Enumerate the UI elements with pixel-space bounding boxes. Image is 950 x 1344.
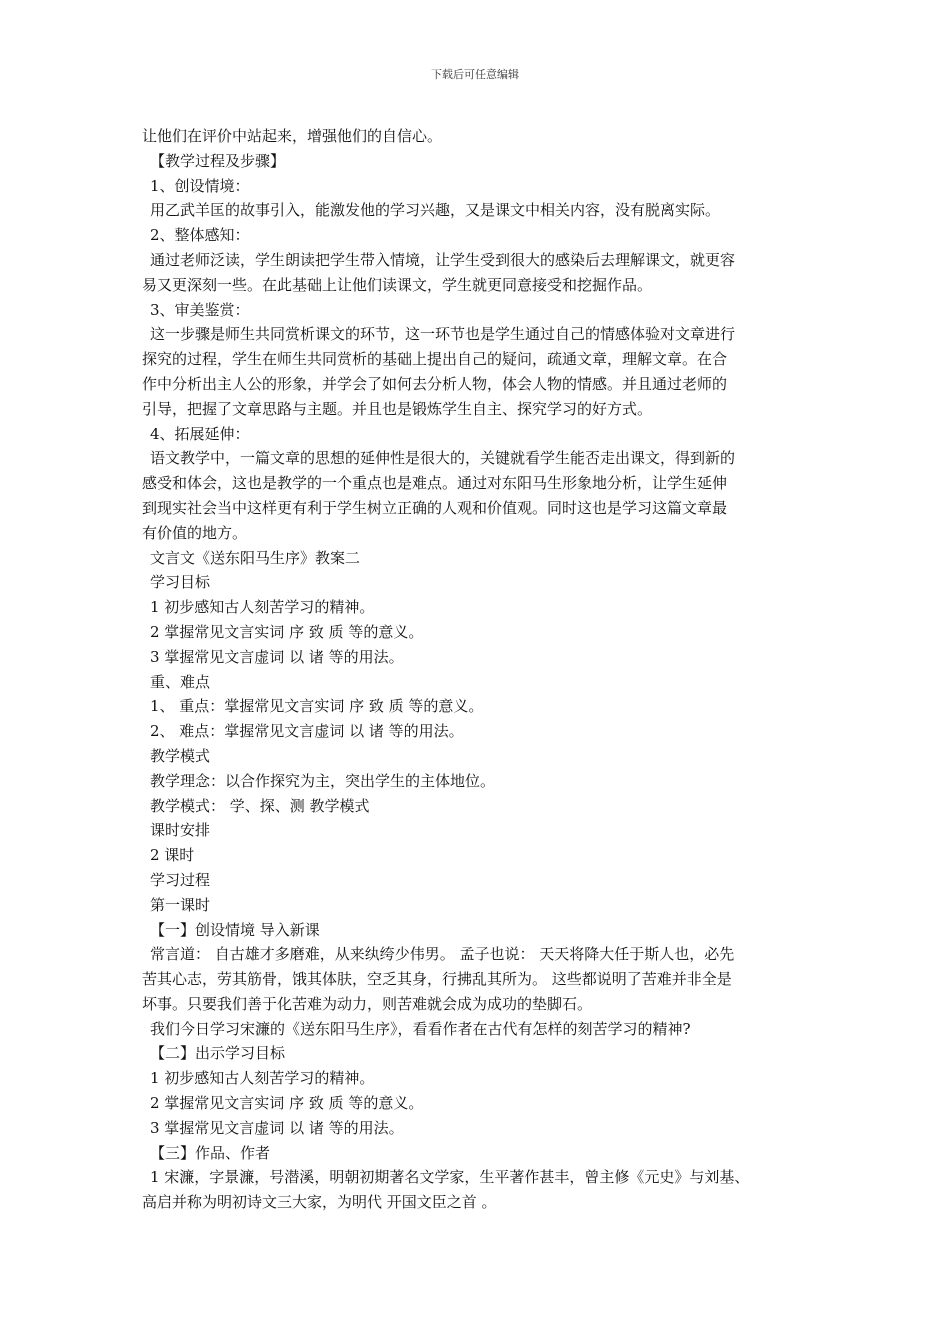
text-line: 1 初步感知古人刻苦学习的精神。 — [150, 1069, 375, 1088]
text-line: 2 课时 — [150, 846, 195, 865]
text-line: 作中分析出主人公的形象，并学会了如何去分析人物，体会人物的情感。并且通过老师的 — [142, 374, 728, 393]
text-line: 2、整体感知： — [150, 226, 250, 245]
text-line: 2 掌握常见文言实词 序 致 质 等的意义。 — [150, 1094, 424, 1113]
text-line: 1、创设情境： — [150, 176, 250, 195]
text-line: 【三】作品、作者 — [150, 1143, 271, 1162]
text-line: 感受和体会，这也是教学的一个重点也是难点。通过对东阳马生形象地分析，让学生延伸 — [142, 474, 728, 493]
text-line: 探究的过程，学生在师生共同赏析的基础上提出自己的疑问，疏通文章，理解文章。在合 — [142, 350, 728, 369]
text-line: 教学模式： 学、探、测 教学模式 — [150, 796, 370, 815]
text-line: 这一步骤是师生共同赏析课文的环节，这一环节也是学生通过自己的情感体验对文章进行 — [150, 325, 736, 344]
text-line: 苦其心志，劳其筋骨，饿其体肤，空乏其身，行拂乱其所为。 这些都说明了苦难并非全是 — [142, 970, 732, 989]
text-line: 文言文《送东阳马生序》教案二 — [150, 548, 361, 567]
text-line: 教学模式 — [150, 746, 211, 765]
text-line: 引导，把握了文章思路与主题。并且也是锻炼学生自主、探究学习的好方式。 — [142, 399, 653, 418]
text-line: 重、难点 — [150, 672, 211, 691]
text-line: 语文教学中，一篇文章的思想的延伸性是很大的，关键就看学生能否走出课文，得到新的 — [150, 449, 736, 468]
text-line: 让他们在评价中站起来，增强他们的自信心。 — [142, 127, 443, 145]
text-line: 2 掌握常见文言实词 序 致 质 等的意义。 — [150, 622, 424, 641]
text-line: 通过老师泛读，学生朗读把学生带入情境，让学生受到很大的感染后去理解课文，就更容 — [150, 250, 736, 269]
text-line: 用乙武羊匡的故事引入，能激发他的学习兴趣，又是课文中相关内容，没有脱离实际。 — [150, 201, 721, 220]
page-header: 下载后可任意编辑 — [431, 68, 519, 81]
text-line: 1、 重点：掌握常见文言实词 序 致 质 等的意义。 — [150, 697, 484, 716]
text-line: 4、拓展延伸： — [150, 424, 250, 443]
text-line: 学习过程 — [150, 870, 211, 889]
text-line: 3 掌握常见文言虚词 以 诸 等的用法。 — [150, 647, 404, 666]
text-line: 高启并称为明初诗文三大家，为明代 开国文臣之首 。 — [142, 1193, 497, 1212]
text-line: 1 宋濂，字景濂，号潜溪，明朝初期著名文学家，生平著作甚丰，曾主修《元史》与刘基、 — [150, 1168, 750, 1187]
text-line: 常言道： 自古雄才多磨难，从来纨绔少伟男。 孟子也说： 天天将降大任于斯人也，必先 — [150, 945, 735, 964]
text-line: 学习目标 — [150, 573, 211, 592]
text-line: 我们今日学习宋濂的《送东阳马生序》，看看作者在古代有怎样的刻苦学习的精神? — [150, 1019, 691, 1038]
text-line: 有价值的地方。 — [142, 523, 248, 542]
text-line: 【一】创设情境 导入新课 — [150, 920, 320, 939]
text-line: 1 初步感知古人刻苦学习的精神。 — [150, 598, 375, 617]
document-body — [142, 124, 814, 1215]
text-line: 【教学过程及步骤】 — [150, 151, 286, 170]
text-line: 【二】出示学习目标 — [150, 1044, 286, 1063]
text-line: 易又更深刻一些。在此基础上让他们读课文，学生就更同意接受和挖掘作品。 — [142, 275, 653, 294]
text-line: 第一课时 — [150, 895, 211, 914]
text-line: 3、审美鉴赏： — [150, 300, 250, 319]
text-line: 教学理念：以合作探究为主，突出学生的主体地位。 — [150, 771, 496, 790]
text-line: 坏事。只要我们善于化苦难为动力，则苦难就会成为成功的垫脚石。 — [142, 994, 593, 1013]
text-line: 到现实社会当中这样更有利于学生树立正确的人观和价值观。同时这也是学习这篇文章最 — [142, 498, 728, 517]
text-line: 课时安排 — [150, 821, 211, 840]
text-line: 3 掌握常见文言虚词 以 诸 等的用法。 — [150, 1118, 404, 1137]
text-line: 2、 难点：掌握常见文言虚词 以 诸 等的用法。 — [150, 722, 464, 741]
